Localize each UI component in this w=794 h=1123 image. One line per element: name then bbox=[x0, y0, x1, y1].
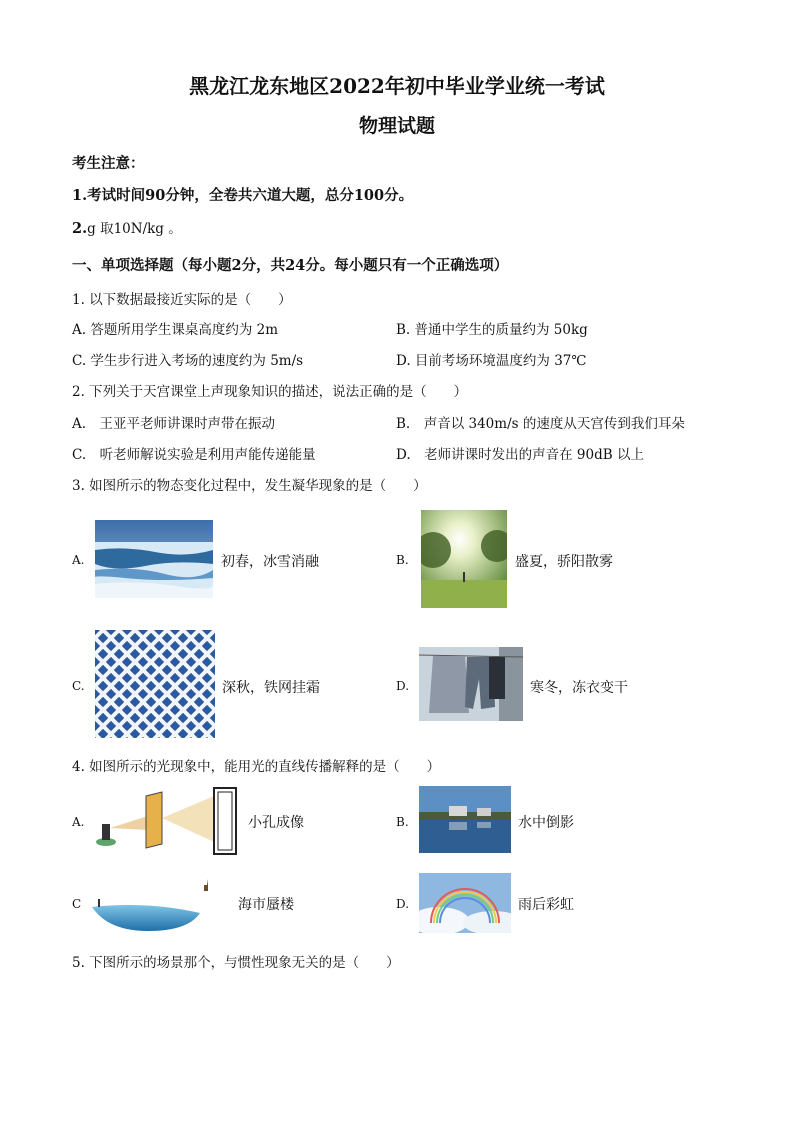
notice-item-2 bbox=[72, 217, 182, 237]
question-4-option-a-label: A. bbox=[72, 815, 85, 829]
notice-heading: 考生注意： bbox=[72, 155, 145, 172]
question-1-option-c: C. 学生步行进入考场的速度约为 5m/s bbox=[72, 353, 304, 369]
question-3-stem: 3. 如图所示的物态变化过程中，发生凝华现象的是（ ） bbox=[72, 478, 427, 494]
question-3-option-a-caption: 初春，冰雪消融 bbox=[221, 554, 319, 570]
question-3-option-d-caption: 寒冬，冻衣变干 bbox=[530, 680, 628, 696]
question-2-option-b: B. 声音以 340m/s 的速度从天宫传到我们耳朵 bbox=[396, 416, 685, 432]
water-reflection-photo bbox=[419, 786, 511, 853]
question-4-option-c-caption: 海市蜃楼 bbox=[238, 897, 294, 913]
question-2-option-c: C. 听老师解说实验是利用声能传递能量 bbox=[72, 447, 316, 463]
question-4-stem: 4. 如图所示的光现象中，能用光的直线传播解释的是（ ） bbox=[72, 759, 441, 775]
question-3-option-b-caption: 盛夏，骄阳散雾 bbox=[515, 554, 613, 570]
section-heading: 一、单项选择题（每小题2分，共24分。每小题只有一个正确选项） bbox=[72, 257, 509, 274]
question-1-stem: 1. 以下数据最接近实际的是（ ） bbox=[72, 292, 292, 308]
pinhole-camera-diagram bbox=[94, 784, 242, 858]
notice-item-2-number: 2. bbox=[72, 220, 88, 237]
question-2-option-d: D. 老师讲课时发出的声音在 90dB 以上 bbox=[396, 447, 644, 463]
notice-item-1: 1.考试时间90分钟，全卷共六道大题，总分100分。 bbox=[72, 187, 414, 204]
sunny-fog-photo bbox=[421, 510, 507, 608]
page-title: 黑龙江龙东地区2022年初中毕业学业统一考试 bbox=[189, 74, 605, 98]
frozen-clothes-photo bbox=[419, 647, 523, 721]
question-4-option-b-caption: 水中倒影 bbox=[518, 815, 574, 831]
question-2-stem: 2. 下列关于天宫课堂上声现象知识的描述，说法正确的是（ ） bbox=[72, 384, 468, 400]
question-3-option-c-label: C. bbox=[72, 679, 85, 693]
question-4-option-a-caption: 小孔成像 bbox=[248, 815, 304, 831]
question-4-option-d-caption: 雨后彩虹 bbox=[518, 897, 574, 913]
question-3-option-c-caption: 深秋，铁网挂霜 bbox=[222, 680, 320, 696]
question-2-option-a: A. 王亚平老师讲课时声带在振动 bbox=[72, 416, 276, 432]
rainbow-photo bbox=[419, 873, 511, 933]
question-3-option-d-label: D. bbox=[396, 679, 410, 693]
question-1-option-a: A. 答题所用学生课桌高度约为 2m bbox=[72, 322, 279, 338]
question-3-option-a-label: A. bbox=[72, 553, 85, 567]
question-4-option-d-label: D. bbox=[396, 897, 410, 911]
question-4-option-b-label: B. bbox=[396, 815, 409, 829]
question-3-option-b-label: B. bbox=[396, 553, 409, 567]
question-4-option-c-label: C bbox=[72, 897, 82, 911]
question-5-stem: 5. 下图所示的场景那个，与惯性现象无关的是（ ） bbox=[72, 955, 400, 971]
question-1-option-d: D. 目前考场环境温度约为 37℃ bbox=[396, 353, 587, 369]
frost-wire-mesh-photo bbox=[95, 630, 215, 738]
notice-item-2-text: g 取10N/kg 。 bbox=[87, 221, 182, 237]
mirage-illustration bbox=[88, 873, 208, 933]
page-subtitle: 物理试题 bbox=[358, 115, 435, 137]
ice-melting-photo bbox=[95, 520, 213, 598]
question-1-option-b: B. 普通中学生的质量约为 50kg bbox=[396, 322, 588, 338]
